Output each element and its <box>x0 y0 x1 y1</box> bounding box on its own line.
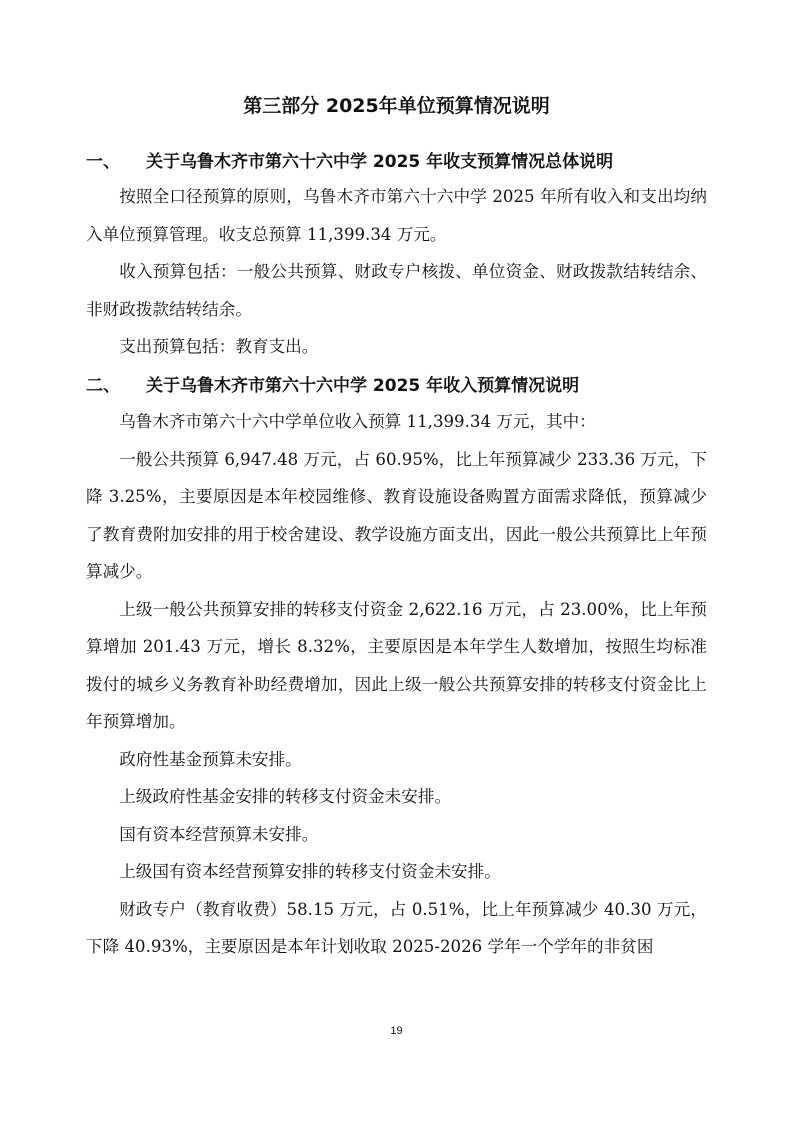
paragraph: 一般公共预算 6,947.48 万元，占 60.95%，比上年预算减少 233.36 万元，下降 3.25%，主要原因是本年校园维修、教育设施设备购置方面需求降低，预算减少了教育费附加安排的用于校舍建设、教学设施方面支出，因此一般公共预算比上年预算减少。 <box>86 449 707 581</box>
section-body-1 <box>86 178 707 366</box>
section-body-2 <box>86 403 707 966</box>
section-number-1: 一、 <box>86 152 120 172</box>
paragraph: 上级一般公共预算安排的转移支付资金 2,622.16 万元，占 23.00%，比上年预算增加 201.43 万元，增长 8.32%，主要原因是本年学生人数增加，按照生均标准拨付的城乡义务教育补助经费增加，因此上级一般公共预算安排的转移支付资金比上年预算增加。 <box>86 599 707 731</box>
paragraph: 上级国有资本经营预算安排的转移支付资金未安排。 <box>119 862 501 881</box>
paragraph: 国有资本经营预算未安排。 <box>119 824 319 844</box>
document-title: 第三部分 2025年单位预算情况说明 <box>243 95 550 117</box>
page-number: 19 <box>390 1025 403 1037</box>
section-heading-2 <box>86 374 579 398</box>
paragraph: 支出预算包括：教育支出。 <box>119 337 319 356</box>
section-number-2: 二、 <box>86 376 120 396</box>
paragraph: 乌鲁木齐市第六十六中学单位收入预算 11,399.34 万元，其中： <box>119 412 596 431</box>
paragraph: 财政专户（教育收费）58.15 万元，占 0.51%，比上年预算减少 40.30 万元，下降 40.93%，主要原因是本年计划收取 2025-2026 学年一个学年的非贫困 <box>86 899 707 956</box>
section-heading-text-2: 关于乌鲁木齐市第六十六中学 2025 年收入预算情况说明 <box>146 376 580 396</box>
section-heading-text-1: 关于乌鲁木齐市第六十六中学 2025 年收支预算情况总体说明 <box>146 152 614 172</box>
paragraph: 政府性基金预算未安排。 <box>119 749 302 769</box>
paragraph: 上级政府性基金安排的转移支付资金未安排。 <box>119 787 452 806</box>
paragraph: 按照全口径预算的原则，乌鲁木齐市第六十六中学 2025 年所有收入和支出均纳入单位预算管理。收支总预算 11,399.34 万元。 <box>86 187 707 244</box>
section-heading-1 <box>86 150 613 174</box>
paragraph: 收入预算包括：一般公共预算、财政专户核拨、单位资金、财政拨款结转结余、非财政拨款结转结余。 <box>86 262 707 319</box>
